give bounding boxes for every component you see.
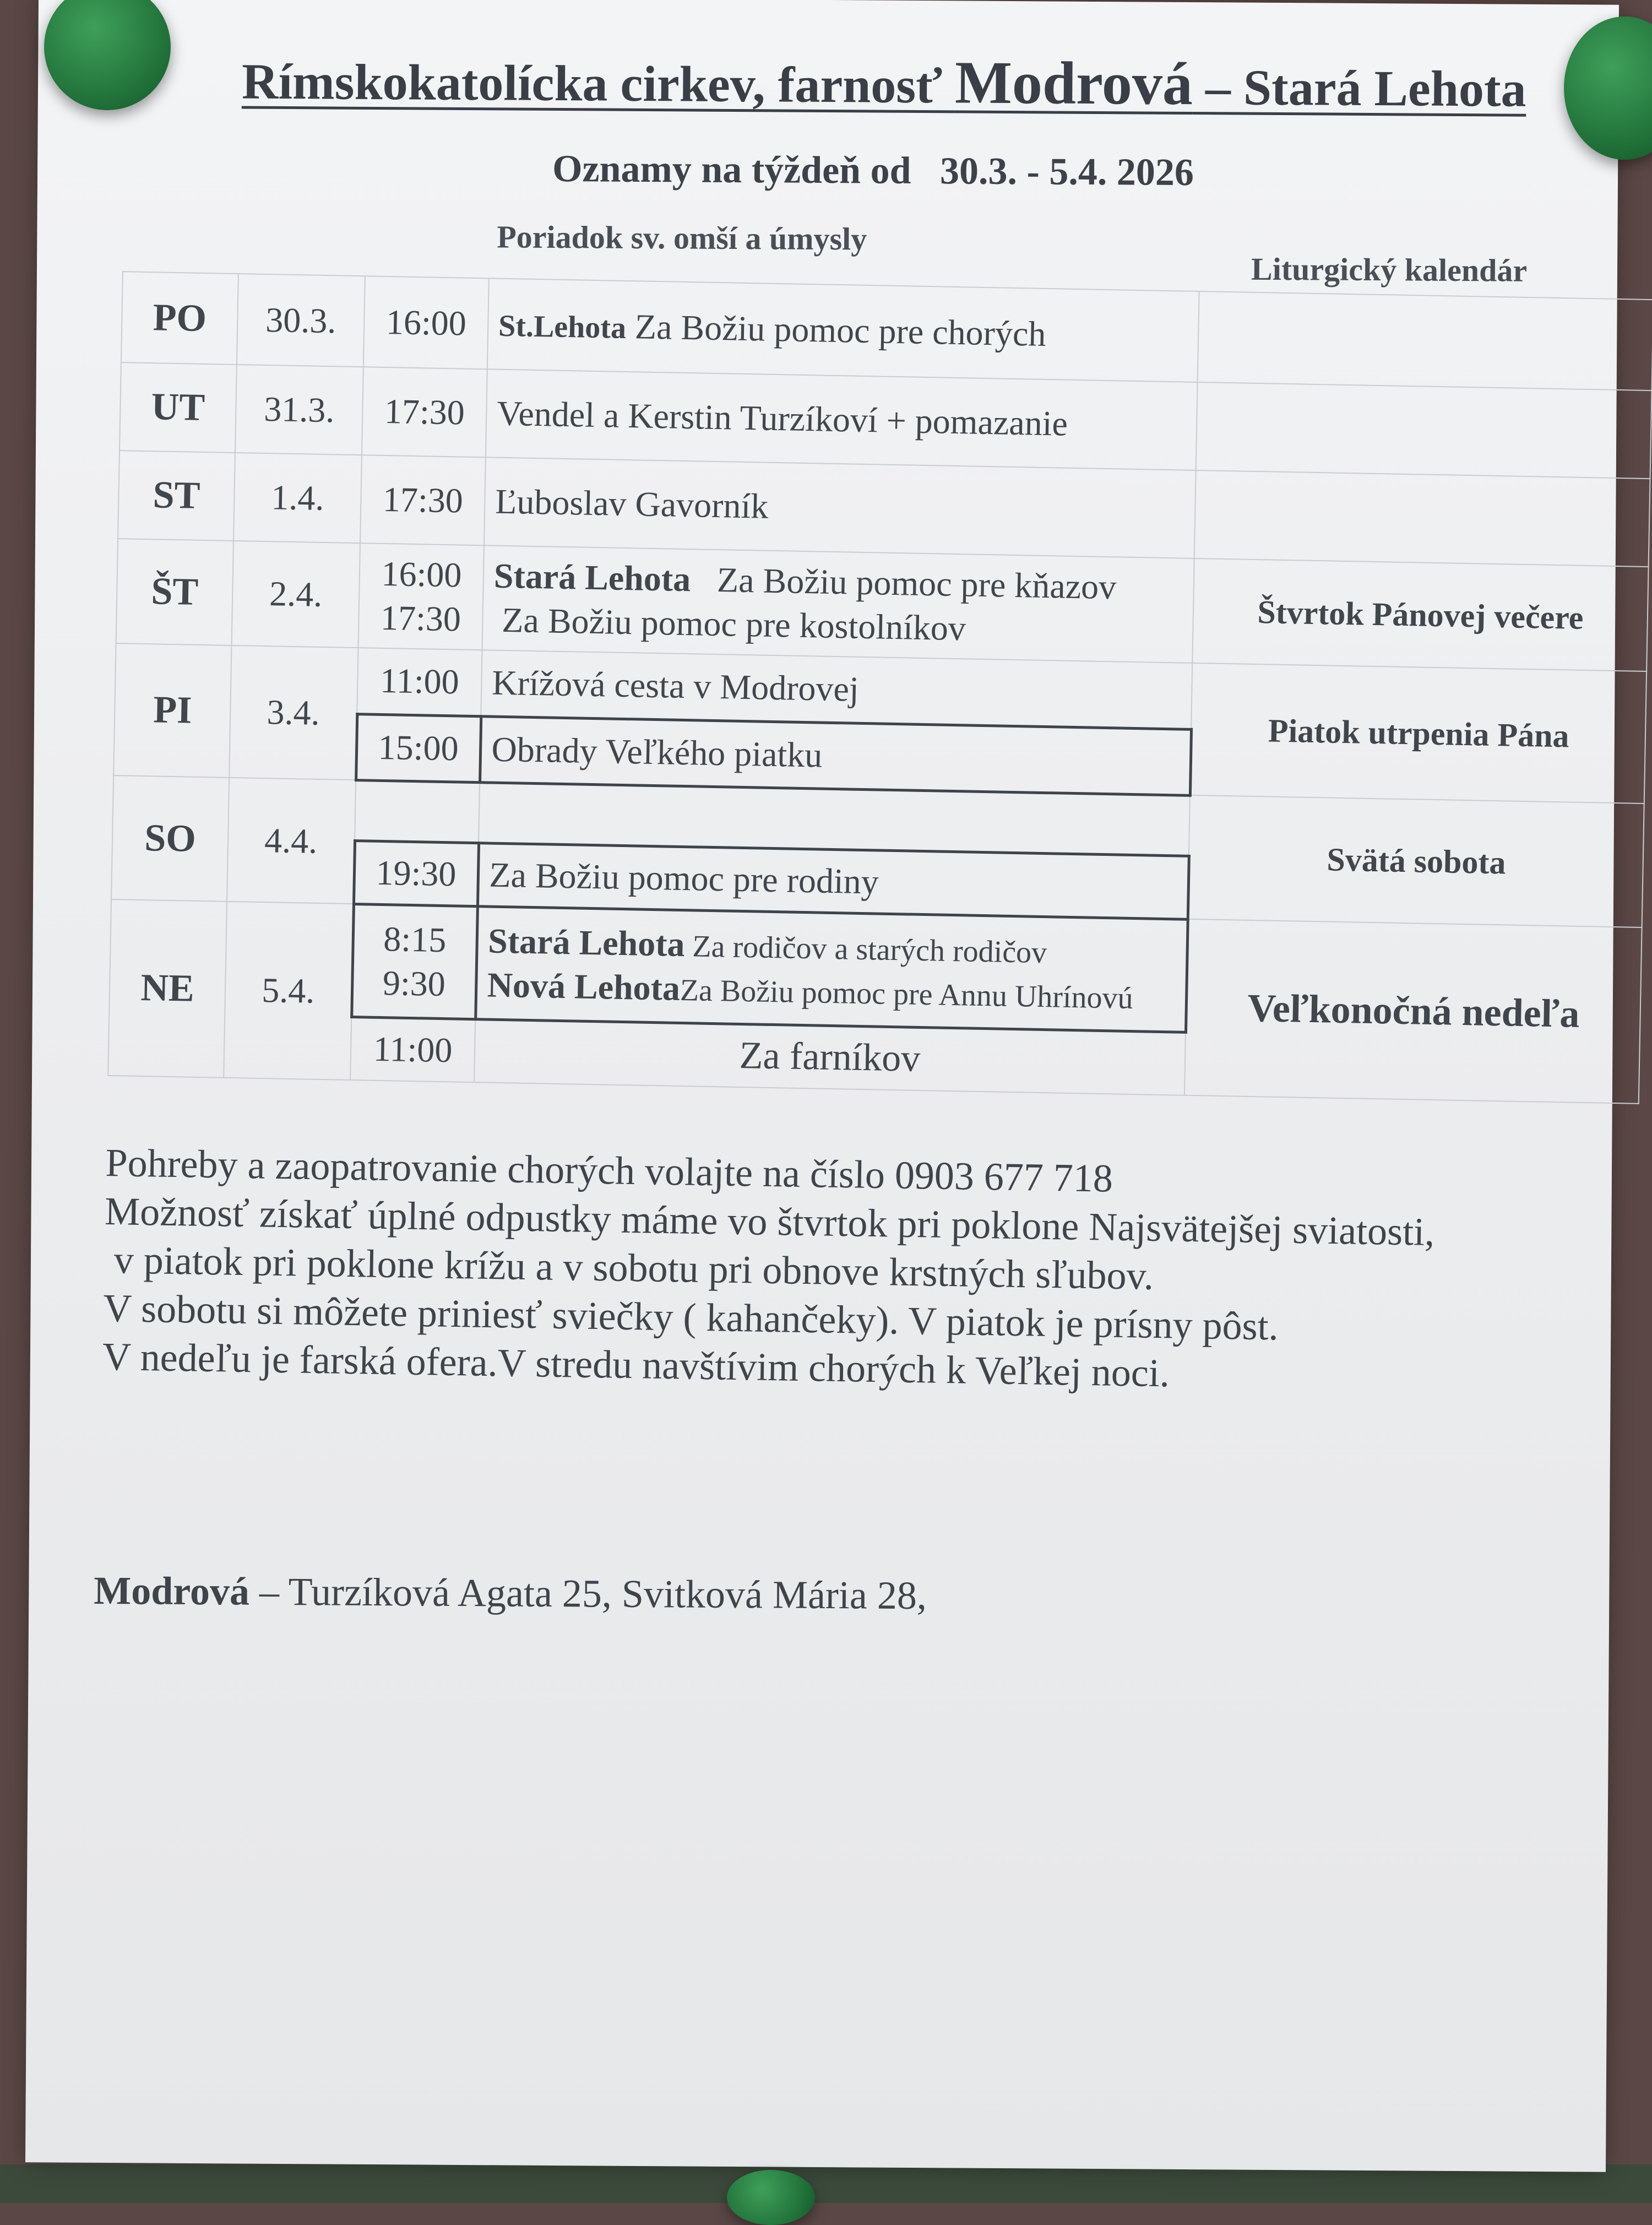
date-cell: 2.4. — [232, 541, 360, 648]
time-cell: 16:00 17:30 — [358, 543, 484, 650]
date-cell: 30.3. — [237, 274, 365, 367]
liturgy-cell — [1198, 291, 1652, 390]
announcement-line: v piatok pri poklone krížu a v sobotu pri obnove krstných sľubov. — [104, 1237, 1154, 1298]
intention-cell: Za Božiu pomoc pre rodiny — [477, 843, 1189, 919]
date-cell: 3.4. — [229, 645, 358, 780]
intention-cell: Krížová cesta v Modrovej — [481, 650, 1192, 729]
announcement-line: V sobotu si môžete priniesť sviečky ( kahančeky). V piatok je prísny pôst. — [102, 1285, 1279, 1349]
day-cell: ST — [118, 451, 235, 541]
time-cell: 11:00 — [350, 1017, 475, 1082]
time-cell: 15:00 — [356, 714, 481, 782]
date-cell: 4.4. — [227, 778, 356, 904]
time-cell: 16:00 — [363, 276, 489, 369]
intention-cell: St.Lehota Za Božiu pomoc pre chorých — [487, 278, 1199, 382]
date-cell: 31.3. — [235, 365, 363, 455]
date-cell: 1.4. — [233, 453, 362, 543]
week-subtitle: Oznamy na týždeň od 30.3. - 5.4. 2026 — [552, 147, 1194, 194]
day-cell: PO — [121, 272, 238, 365]
liturgy-cell: Veľkonočná nedeľa — [1184, 919, 1642, 1104]
announcement-line: Pohreby a zaopatrovanie chorých volajte na číslo 0903 677 718 — [105, 1141, 1113, 1201]
day-cell: UT — [119, 362, 237, 453]
magnet — [727, 2170, 815, 2225]
announcements — [102, 1138, 1626, 1404]
time-cell: 19:30 — [354, 840, 479, 906]
day-cell: SO — [111, 775, 229, 902]
empty-cell — [355, 780, 480, 843]
intention-cell: Obrady Veľkého piatku — [480, 716, 1191, 795]
time-cell: 11:00 — [357, 648, 482, 716]
intention-cell: Stará Lehota Za rodičov a starých rodičov Nová LehotaZa Božiu pomoc pre Annu Uhrínovú — [475, 906, 1188, 1032]
time-cell: 17:30 — [360, 455, 486, 545]
day-cell: ŠT — [116, 539, 233, 645]
intention-cell: Za farníkov — [474, 1019, 1186, 1095]
calendar-heading: Liturgický kalendár — [1251, 251, 1528, 289]
date-cell: 5.4. — [224, 902, 354, 1080]
schedule-heading: Poriadok sv. omší a úmysly — [497, 219, 867, 257]
liturgy-cell — [1196, 382, 1652, 479]
time-cell: 17:30 — [362, 367, 487, 457]
footer-note: Modrová – Turzíková Agata 25, Svitková Mária 28, — [94, 1568, 927, 1618]
time-cell: 8:15 9:30 — [351, 904, 477, 1019]
mass-schedule-table — [107, 271, 1652, 1104]
liturgy-cell — [1194, 470, 1650, 567]
day-cell: PI — [113, 643, 231, 778]
liturgy-cell: Štvrtok Pánovej večere — [1192, 558, 1648, 671]
notice-sheet — [25, 0, 1619, 2172]
intention-cell: Ľuboslav Gavorník — [484, 457, 1196, 558]
announcement-line: Možnosť získať úplné odpustky máme vo štvrtok pri poklone Najsvätejšej sviatosti, — [104, 1189, 1435, 1254]
liturgy-cell: Piatok utrpenia Pána — [1190, 663, 1646, 804]
day-cell: NE — [108, 899, 227, 1078]
intention-cell: Vendel a Kerstin Turzíkoví + pomazanie — [486, 369, 1198, 470]
liturgy-cell: Svätá sobota — [1188, 795, 1644, 927]
page-title: Rímskokatolícka cirkev, farnosť Modrová – Stará Lehota — [241, 48, 1526, 118]
intention-cell: Stará Lehota Za Božiu pomoc pre kňazov Za Božiu pomoc pre kostolníkov — [482, 545, 1194, 663]
announcement-line: V nedeľu je farská ofera.V stredu navštívim chorých k Veľkej noci. — [102, 1334, 1170, 1396]
